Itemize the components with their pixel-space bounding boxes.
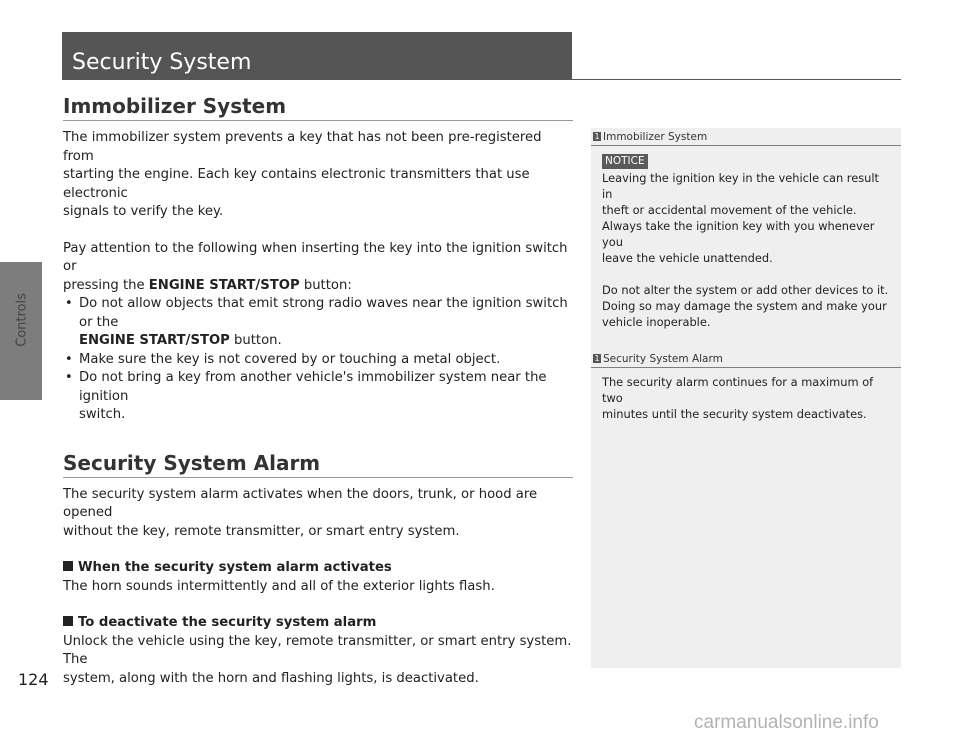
bullet-text: Make sure the key is not covered by or touching a metal object.: [79, 351, 501, 367]
note-line: Do not alter the system or add other devices to it.: [602, 283, 889, 297]
list-item: [63, 369, 573, 425]
bullet-text: Do not allow objects that emit strong radio waves near the ignition switch or the: [79, 296, 568, 330]
alarm-deactivate-line: system, along with the horn and flashing lights, is deactivated.: [63, 670, 479, 686]
page-number: 124: [18, 670, 49, 689]
section-title: Security System: [72, 50, 252, 75]
list-item: [63, 295, 573, 351]
alarm-note: [591, 350, 901, 422]
notice-badge: NOTICE: [602, 154, 648, 169]
note-line: minutes until the security system deactivates.: [602, 407, 867, 421]
attention-line: [63, 277, 573, 296]
bullet-icon: •: [65, 370, 73, 385]
alarm-activates-text: The horn sounds intermittently and all of the exterior lights flash.: [63, 578, 495, 594]
bullet-text: switch.: [79, 407, 126, 422]
note-heading: 1 Security System Alarm: [591, 350, 901, 368]
banner-rule: [572, 79, 901, 80]
attention-line: Pay attention to the following when inserting the key into the ignition switch or: [63, 240, 568, 274]
note-line: vehicle inoperable.: [602, 315, 711, 329]
note-heading: 1 Immobilizer System: [591, 128, 901, 146]
immobilizer-intro-line: signals to verify the key.: [63, 204, 224, 219]
bullet-text: button.: [229, 333, 282, 348]
bullet-icon: •: [65, 296, 73, 311]
bullet-icon: •: [65, 351, 73, 367]
engine-start-stop-term: ENGINE START/STOP: [148, 277, 300, 293]
side-notes-panel: [591, 128, 901, 668]
square-bullet-icon: [63, 561, 73, 571]
attention-pre: pressing the: [63, 277, 149, 293]
alarm-deactivate-heading: To deactivate the security system alarm: [63, 614, 573, 633]
note-line: The security alarm continues for a maximum of two: [602, 375, 874, 405]
immobilizer-bullets: [63, 295, 573, 425]
engine-start-stop-term: ENGINE START/STOP: [79, 333, 230, 348]
alarm-intro-line: without the key, remote transmitter, or smart entry system.: [63, 523, 460, 539]
alarm-heading: Security System Alarm: [63, 451, 573, 478]
note-line: Always take the ignition key with you whenever you: [602, 219, 875, 249]
attention-post: button:: [299, 277, 352, 293]
note-body: [591, 152, 901, 330]
immobilizer-intro-line: The immobilizer system prevents a key that has not been pre-registered from: [63, 130, 542, 164]
immobilizer-note: [591, 128, 901, 330]
main-column: [63, 94, 573, 688]
note-ref-icon: 1: [594, 354, 600, 363]
square-bullet-icon: [63, 616, 73, 626]
immobilizer-intro-line: starting the engine. Each key contains electronic transmitters that use electronic: [63, 167, 530, 201]
note-line: Leaving the ignition key in the vehicle can result in: [602, 171, 880, 201]
alarm-activates-heading: When the security system alarm activates: [63, 559, 573, 578]
note-ref-icon: 1: [594, 132, 600, 141]
note-body: [591, 374, 901, 422]
alarm-intro-line: The security system alarm activates when the doors, trunk, or hood are opened: [63, 486, 538, 520]
note-line: Doing so may damage the system and make your: [602, 299, 887, 313]
immobilizer-heading: Immobilizer System: [63, 94, 573, 121]
alarm-deactivate-line: Unlock the vehicle using the key, remote transmitter, or smart entry system. The: [63, 633, 572, 667]
list-item: [63, 351, 573, 370]
note-line: leave the vehicle unattended.: [602, 251, 773, 265]
section-tab-label: Controls: [14, 293, 30, 347]
bullet-text: Do not bring a key from another vehicle's immobilizer system near the ignition: [79, 370, 547, 404]
watermark: carmanualsonline.info: [694, 712, 879, 733]
note-line: theft or accidental movement of the vehicle.: [602, 203, 857, 217]
